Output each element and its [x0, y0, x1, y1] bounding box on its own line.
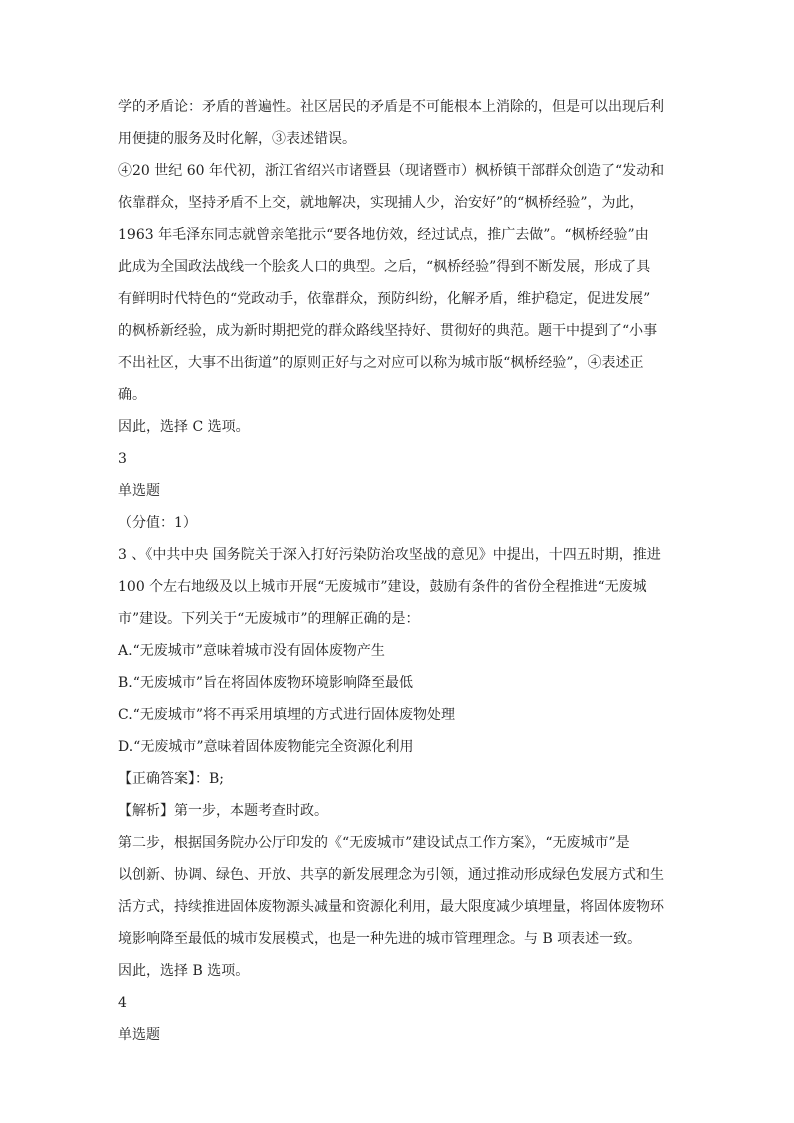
option-d: D.“无废城市”意味着固体废物能完全资源化利用: [118, 739, 414, 755]
question-number: 3: [118, 451, 127, 467]
question-stem: 市”建设。下列关于“无废城市”的理解正确的是：: [118, 611, 420, 627]
text-line: 此成为全国政法战线一个脍炙人口的典型。之后，“枫桥经验”得到不断发展，形成了具: [118, 259, 651, 275]
text-line: 不出社区，大事不出街道”的原则正好与之对应可以称为城市版“枫桥经验”，④表述正: [118, 355, 644, 371]
option-a: A.“无废城市”意味着城市没有固体废物产生: [118, 643, 385, 659]
option-b: B.“无废城市”旨在将固体废物环境影响降至最低: [118, 675, 414, 691]
question-type: 单选题: [118, 1027, 160, 1043]
text-line: 1963 年毛泽东同志就曾亲笔批示“要各地仿效，经过试点，推广去做”。“枫桥经验”由: [118, 227, 649, 243]
option-c: C.“无废城市”将不再采用填埋的方式进行固体废物处理: [118, 707, 455, 723]
analysis-text: 第二步，根据国务院办公厅印发的《“无废城市”建设试点工作方案》，“无废城市”是: [118, 835, 630, 851]
analysis-heading: 【解析】第一步，本题考查时政。: [118, 803, 328, 819]
text-line: ④20 世纪 60 年代初，浙江省绍兴市诸暨县（现诸暨市）枫桥镇干部群众创造了“发动和: [118, 163, 665, 179]
analysis-text: 境影响降至最低的城市发展模式，也是一种先进的城市管理理念。与 B 项表述一致。: [118, 931, 642, 947]
text-line: 依靠群众，坚持矛盾不上交，就地解决，实现捕人少，治安好”的“枫桥经验”，为此，: [118, 195, 644, 211]
question-type: 单选题: [118, 483, 160, 499]
question-stem: 100 个左右地级及以上城市开展“无废城市”建设，鼓励有条件的省份全程推进“无废城: [118, 579, 647, 595]
text-line: 用便捷的服务及时化解，③表述错误。: [118, 131, 356, 147]
text-line: 的枫桥新经验，成为新时期把党的群众路线坚持好、贯彻好的典范。题干中提到了“小事: [118, 323, 658, 339]
conclusion: 因此，选择 B 选项。: [118, 963, 250, 979]
text-line: 因此，选择 C 选项。: [118, 419, 250, 435]
text-line: 确。: [118, 387, 146, 403]
text-line: 有鲜明时代特色的“党政动手，依靠群众，预防纠纷，化解矛盾，维护稳定，促进发展”: [118, 291, 651, 307]
analysis-text: 以创新、协调、绿色、开放、共享的新发展理念为引领，通过推动形成绿色发展方式和生: [118, 867, 664, 883]
text-line: 学的矛盾论：矛盾的普遍性。社区居民的矛盾是不可能根本上消除的，但是可以出现后利: [118, 99, 664, 115]
question-number: 4: [118, 995, 127, 1011]
question-score: （分值：1）: [118, 515, 197, 531]
correct-answer: 【正确答案】：B;: [118, 771, 225, 787]
question-stem: 3 、《中共中央 国务院关于深入打好污染防治攻坚战的意见》中提出，十四五时期，推进: [118, 547, 661, 563]
analysis-text: 活方式，持续推进固体废物源头减量和资源化利用，最大限度减少填埋量，将固体废物环: [118, 899, 664, 915]
